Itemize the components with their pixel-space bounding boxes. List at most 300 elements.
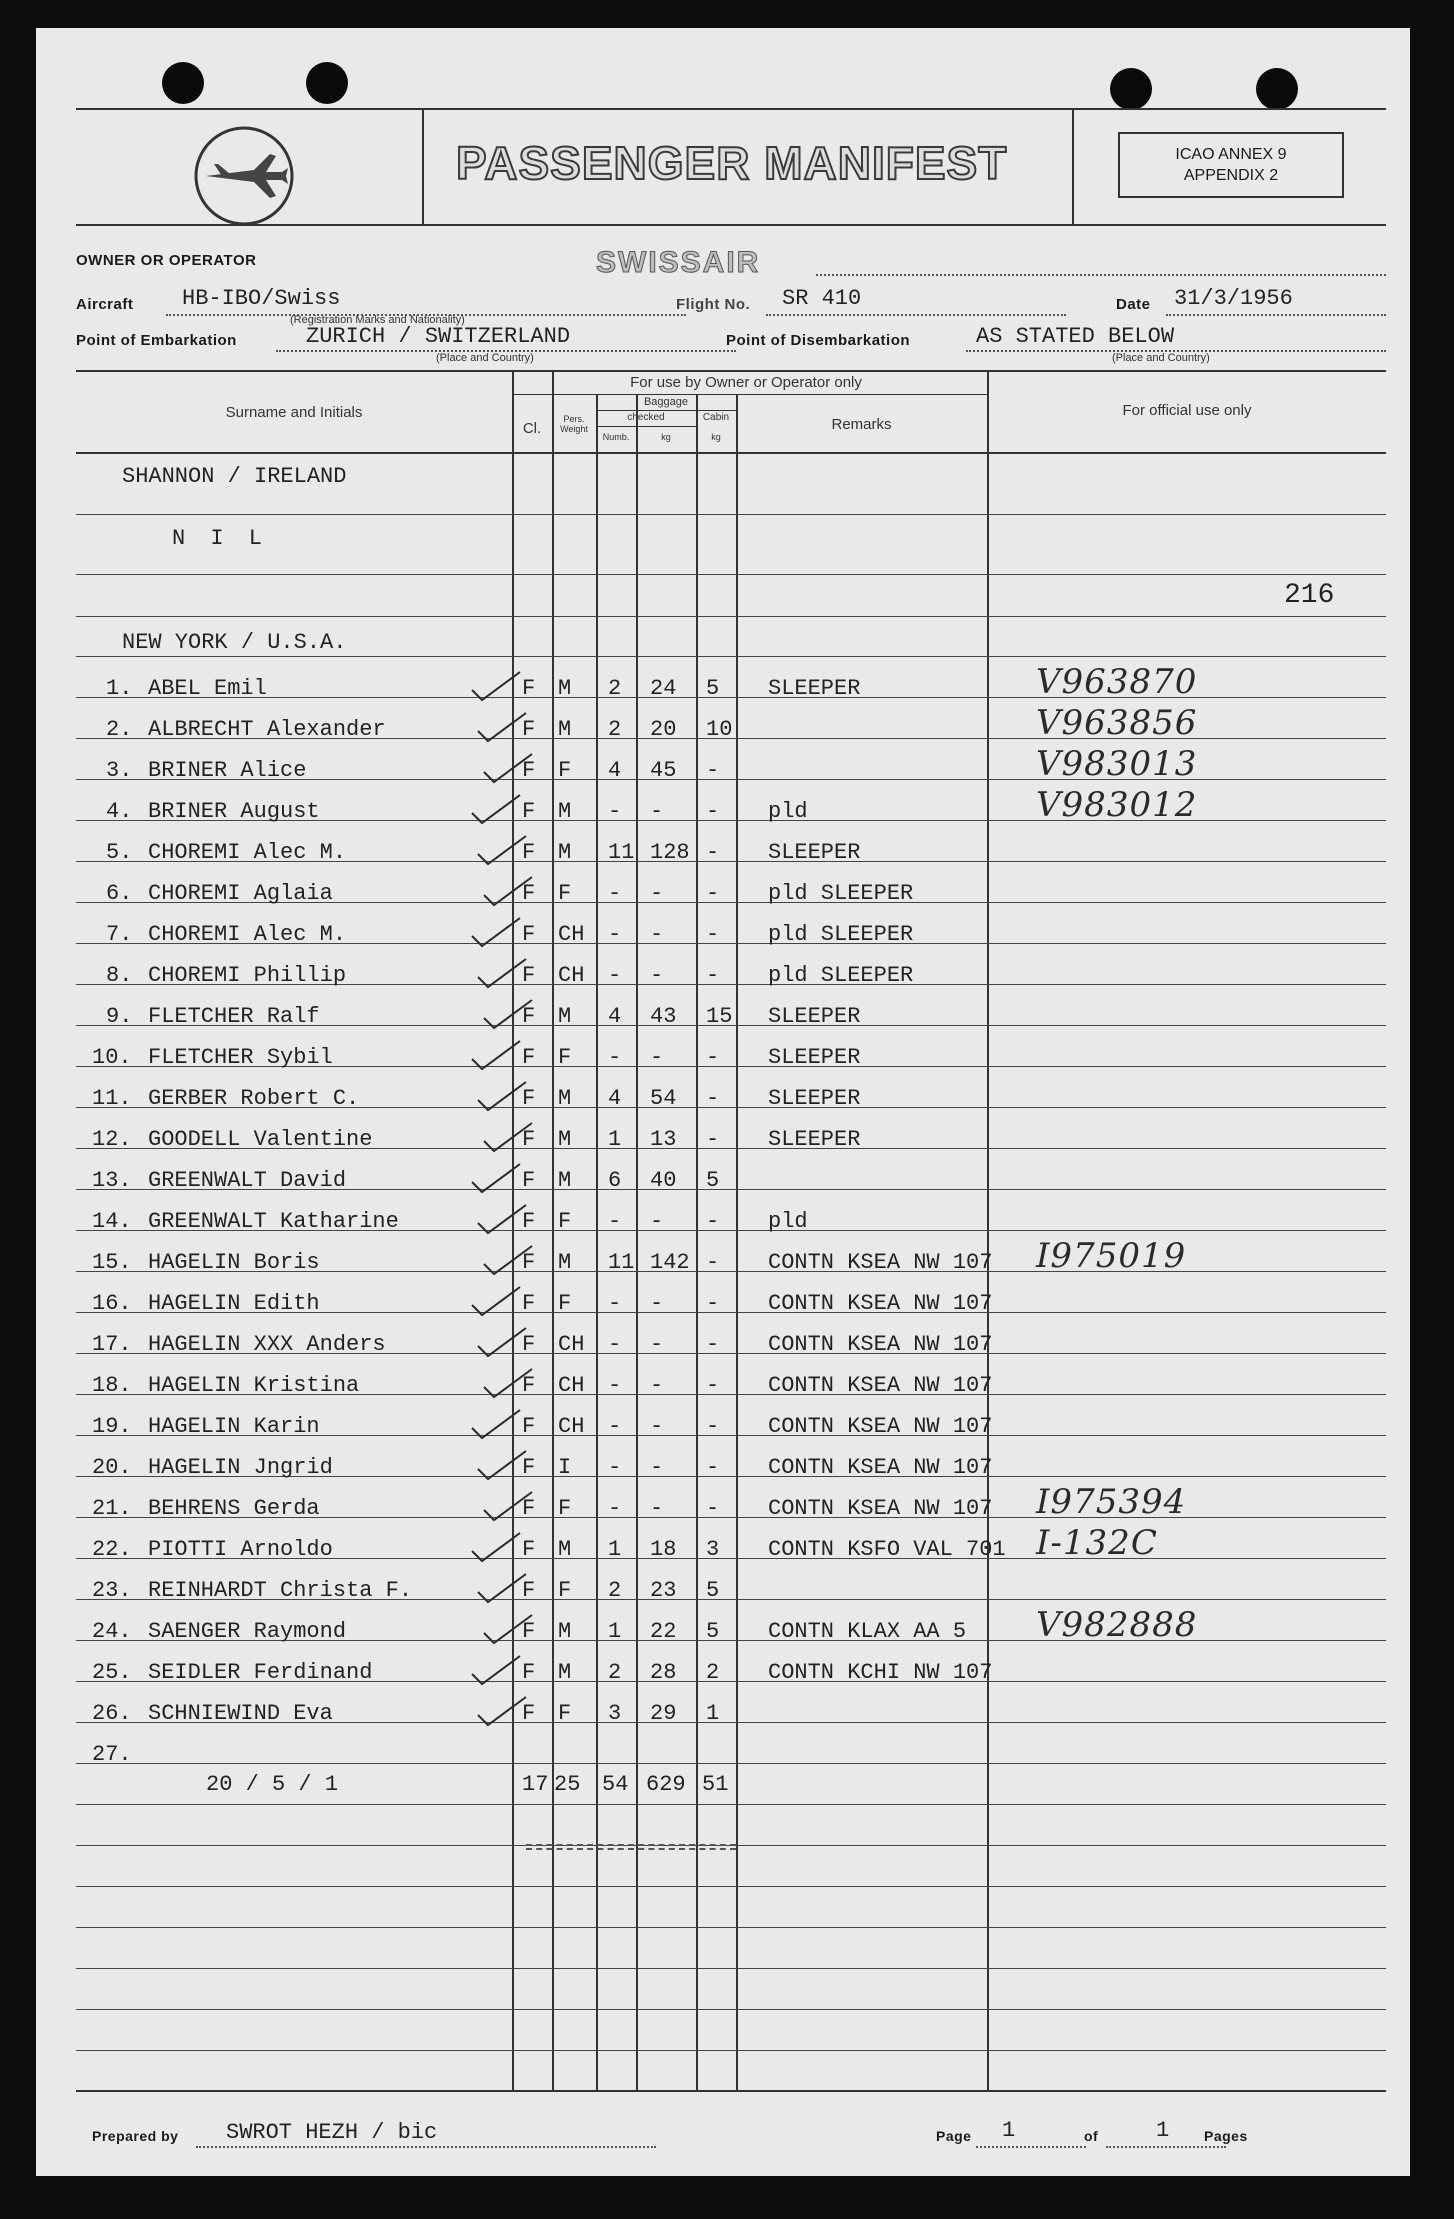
weight-cell: M — [558, 1250, 572, 1275]
weight-cell: M — [558, 1086, 572, 1111]
weight-cell: M — [558, 840, 572, 865]
check-mark-icon — [466, 668, 526, 702]
numb-cell: 1 — [608, 1127, 622, 1152]
weight-cell: M — [558, 1660, 572, 1685]
class-cell: F — [522, 1004, 536, 1029]
cabin-cell: - — [706, 1414, 720, 1439]
class-cell: F — [522, 758, 536, 783]
kg-cell: 24 — [650, 676, 677, 701]
check-mark-icon — [472, 1447, 532, 1481]
section-heading: SHANNON / IRELAND — [122, 464, 347, 489]
ruled-line — [76, 616, 1386, 617]
pages-line — [1106, 2146, 1226, 2148]
cabin-cell: 10 — [706, 717, 733, 742]
kg-cell: 22 — [650, 1619, 677, 1644]
flight-label: Flight No. — [676, 296, 751, 313]
class-cell: F — [522, 717, 536, 742]
of-label: of — [1084, 2128, 1099, 2144]
column-divider — [636, 394, 638, 2090]
kg-cell: - — [650, 1496, 664, 1521]
row-number: 26. — [92, 1701, 132, 1726]
ruled-line — [76, 2050, 1386, 2051]
header-top-rule — [76, 108, 1386, 110]
numb-cell: 2 — [608, 717, 622, 742]
owner-line — [816, 274, 1386, 276]
official-entry: V963870 — [1036, 662, 1198, 702]
baggage-header: Baggage — [643, 396, 689, 408]
passenger-name: CHOREMI Alec M. — [148, 922, 347, 947]
weight-cell: F — [558, 1209, 572, 1234]
class-cell: F — [522, 799, 536, 824]
passenger-row — [36, 1740, 1410, 1774]
kg-cell: 45 — [650, 758, 677, 783]
weight-cell: F — [558, 1045, 572, 1070]
nil-text: N I L — [172, 526, 269, 551]
passenger-row — [36, 1236, 1410, 1282]
numb-cell: - — [608, 1373, 622, 1398]
weight-cell: F — [558, 881, 572, 906]
weight-cell: CH — [558, 1332, 585, 1357]
kg-cell: 128 — [650, 840, 690, 865]
passenger-name: REINHARDT Christa F. — [148, 1578, 413, 1603]
weight-cell: M — [558, 717, 572, 742]
row-number: 1. — [106, 676, 133, 701]
passenger-name: GREENWALT Katharine — [148, 1209, 399, 1234]
owner-use-header: For use by Owner or Operator only — [630, 374, 862, 391]
check-mark-icon — [472, 955, 532, 989]
check-mark-icon — [478, 1119, 538, 1153]
numb-cell: 4 — [608, 758, 622, 783]
passenger-row — [36, 1482, 1410, 1528]
punch-hole — [1110, 68, 1152, 110]
passenger-row — [36, 920, 1410, 954]
numb-header: Numb. — [602, 432, 630, 442]
passenger-name: SEIDLER Ferdinand — [148, 1660, 373, 1685]
remarks-cell: CONTN KCHI NW 107 — [768, 1660, 993, 1685]
cabin-cell: 5 — [706, 1619, 720, 1644]
ruled-line — [76, 656, 1386, 657]
remarks-cell: SLEEPER — [768, 840, 861, 865]
checked-header: checked — [627, 412, 665, 423]
cabin-cell: - — [706, 1291, 720, 1316]
cabin-cell: - — [706, 1086, 720, 1111]
manifest-sheet — [36, 28, 1410, 2176]
class-cell: F — [522, 1537, 536, 1562]
weight-cell: M — [558, 1004, 572, 1029]
check-mark-icon — [472, 709, 532, 743]
check-mark-icon — [478, 1365, 538, 1399]
passenger-name: GOODELL Valentine — [148, 1127, 373, 1152]
kg-header: kg — [661, 432, 671, 442]
passenger-name: HAGELIN Kristina — [148, 1373, 360, 1398]
cabin-cell: - — [706, 881, 720, 906]
disembarkation-value: AS STATED BELOW — [976, 324, 1175, 349]
passenger-row — [36, 1699, 1410, 1733]
weight-cell: CH — [558, 1414, 585, 1439]
ruled-line — [76, 1968, 1386, 1969]
ruled-line — [76, 514, 1386, 515]
passenger-name: PIOTTI Arnoldo — [148, 1537, 333, 1562]
kg-cell: 13 — [650, 1127, 677, 1152]
row-number: 2. — [106, 717, 133, 742]
checked-rule — [596, 426, 696, 427]
row-number: 12. — [92, 1127, 132, 1152]
totals-double-rule — [526, 1848, 736, 1850]
kg-cell: - — [650, 922, 664, 947]
remarks-cell: CONTN KSEA NW 107 — [768, 1496, 993, 1521]
numb-cell: 4 — [608, 1086, 622, 1111]
weight-cell: M — [558, 1537, 572, 1562]
numb-cell: - — [608, 1045, 622, 1070]
class-cell: F — [522, 840, 536, 865]
row-number: 3. — [106, 758, 133, 783]
kg-cell: 23 — [650, 1578, 677, 1603]
baggage-rule — [596, 410, 736, 411]
passenger-row — [36, 1330, 1410, 1364]
passenger-name: SAENGER Raymond — [148, 1619, 347, 1644]
row-number: 9. — [106, 1004, 133, 1029]
class-cell: F — [522, 1373, 536, 1398]
icao-line: APPENDIX 2 — [1183, 167, 1279, 184]
numb-cell: 1 — [608, 1537, 622, 1562]
cabin-cell: - — [706, 1496, 720, 1521]
check-mark-icon — [472, 1324, 532, 1358]
row-number: 4. — [106, 799, 133, 824]
remarks-cell: CONTN KSEA NW 107 — [768, 1373, 993, 1398]
check-mark-icon — [478, 1242, 538, 1276]
check-mark-icon — [472, 1201, 532, 1235]
remarks-cell: CONTN KSEA NW 107 — [768, 1414, 993, 1439]
passenger-row — [36, 1658, 1410, 1692]
numb-cell: - — [608, 799, 622, 824]
remarks-cell: pld — [768, 799, 808, 824]
numb-cell: 1 — [608, 1619, 622, 1644]
disembarkation-label: Point of Disembarkation — [726, 332, 911, 349]
numb-cell: 2 — [608, 1578, 622, 1603]
class-cell: F — [522, 963, 536, 988]
owner-use-rule — [512, 394, 987, 395]
cabin-cell: - — [706, 1250, 720, 1275]
official-entry: I975394 — [1036, 1482, 1187, 1522]
check-mark-icon — [466, 1406, 526, 1440]
place-country-note: (Place and Country) — [1112, 352, 1210, 364]
weight-cell: F — [558, 1701, 572, 1726]
passenger-name: ABEL Emil — [148, 676, 267, 701]
passenger-row — [36, 1084, 1410, 1118]
class-cell: F — [522, 1701, 536, 1726]
weight-cell: M — [558, 1619, 572, 1644]
row-number: 15. — [92, 1250, 132, 1275]
official-entry: V963856 — [1036, 703, 1198, 743]
check-mark-icon — [478, 873, 538, 907]
row-number: 18. — [92, 1373, 132, 1398]
class-cell: F — [522, 1496, 536, 1521]
totals-summary: 20 / 5 / 1 — [206, 1772, 339, 1797]
remarks-cell: SLEEPER — [768, 676, 861, 701]
passenger-row — [36, 1453, 1410, 1487]
weight-cell: CH — [558, 1373, 585, 1398]
class-cell: F — [522, 1332, 536, 1357]
remarks-cell: CONTN KSFO VAL 701 — [768, 1537, 1006, 1562]
check-mark-icon — [472, 1693, 532, 1727]
totals-class: 17 — [522, 1772, 549, 1797]
class-header: Cl. — [522, 420, 542, 437]
cabin-cell: - — [706, 758, 720, 783]
ruled-line — [76, 1886, 1386, 1887]
weight-cell: M — [558, 799, 572, 824]
remarks-cell: CONTN KSEA NW 107 — [768, 1291, 993, 1316]
kg-cell: 43 — [650, 1004, 677, 1029]
check-mark-icon — [472, 832, 532, 866]
page-title: PASSENGER MANIFEST — [456, 137, 1008, 189]
cabin-cell: - — [706, 840, 720, 865]
kg-cell: - — [650, 1414, 664, 1439]
numb-cell: - — [608, 963, 622, 988]
weight-cell: F — [558, 1291, 572, 1316]
weight-cell: I — [558, 1455, 572, 1480]
numb-cell: 11 — [608, 840, 635, 865]
cabin-cell: - — [706, 1373, 720, 1398]
official-entry: V982888 — [1036, 1605, 1198, 1645]
cabin-header: Cabin — [702, 412, 730, 423]
cabin-cell: 5 — [706, 676, 720, 701]
weight-cell: F — [558, 1578, 572, 1603]
row-number: 10. — [92, 1045, 132, 1070]
cabin-cell: - — [706, 1332, 720, 1357]
airplane-logo-icon — [192, 124, 296, 228]
numb-cell: - — [608, 1332, 622, 1357]
class-cell: F — [522, 1127, 536, 1152]
reg-note: (Registration Marks and Nationality) — [290, 314, 465, 326]
passenger-row — [36, 1002, 1410, 1036]
check-mark-icon — [466, 914, 526, 948]
page-label: Page — [936, 2128, 972, 2144]
passenger-row — [36, 1166, 1410, 1200]
section-heading: NEW YORK / U.S.A. — [122, 630, 347, 655]
official-entry: I-132C — [1036, 1523, 1158, 1563]
weight-cell: F — [558, 758, 572, 783]
passenger-name: HAGELIN Edith — [148, 1291, 320, 1316]
check-mark-icon — [466, 1160, 526, 1194]
numb-cell: - — [608, 922, 622, 947]
weight-header: Pers. Weight — [560, 414, 588, 434]
numb-cell: - — [608, 1291, 622, 1316]
remarks-cell: CONTN KSEA NW 107 — [768, 1332, 993, 1357]
passenger-row — [36, 662, 1410, 708]
passenger-row — [36, 1576, 1410, 1610]
remarks-cell: pld — [768, 1209, 808, 1234]
passenger-name: CHOREMI Phillip — [148, 963, 347, 988]
passenger-name: HAGELIN Jngrid — [148, 1455, 333, 1480]
icao-line: ICAO ANNEX 9 — [1175, 146, 1287, 163]
totals-kg: 629 — [646, 1772, 686, 1797]
passenger-row — [36, 703, 1410, 749]
icao-box — [1118, 132, 1344, 198]
class-cell: F — [522, 881, 536, 906]
cabin-cell: - — [706, 799, 720, 824]
numb-cell: - — [608, 881, 622, 906]
passenger-row — [36, 1043, 1410, 1077]
ruled-line — [76, 1927, 1386, 1928]
row-number: 13. — [92, 1168, 132, 1193]
cabin-cell: - — [706, 963, 720, 988]
column-divider — [736, 394, 738, 2090]
check-mark-icon — [478, 750, 538, 784]
flight-value: SR 410 — [782, 286, 862, 311]
kg-cell: 54 — [650, 1086, 677, 1111]
class-cell: F — [522, 1619, 536, 1644]
row-number: 11. — [92, 1086, 132, 1111]
class-cell: F — [522, 1455, 536, 1480]
kg-cell: - — [650, 1291, 664, 1316]
numb-cell: 2 — [608, 676, 622, 701]
remarks-cell: SLEEPER — [768, 1127, 861, 1152]
remarks-cell: CONTN KLAX AA 5 — [768, 1619, 967, 1644]
cabin-cell: - — [706, 922, 720, 947]
check-mark-icon — [466, 1652, 526, 1686]
cabin-cell: 5 — [706, 1578, 720, 1603]
official-entry: V983012 — [1036, 785, 1198, 825]
class-cell: F — [522, 1168, 536, 1193]
kg-cell: - — [650, 963, 664, 988]
check-mark-icon — [466, 1529, 526, 1563]
header-divider — [422, 110, 424, 224]
aircraft-value: HB-IBO/Swiss — [182, 286, 341, 311]
check-mark-icon — [478, 1488, 538, 1522]
kg-cell: 20 — [650, 717, 677, 742]
remarks-cell: SLEEPER — [768, 1086, 861, 1111]
numb-cell: - — [608, 1496, 622, 1521]
ruled-line — [76, 2009, 1386, 2010]
row-number: 27. — [92, 1742, 132, 1767]
cabin-kg-header: kg — [711, 432, 721, 442]
punch-hole — [306, 62, 348, 104]
column-divider — [696, 394, 698, 2090]
row-number: 23. — [92, 1578, 132, 1603]
cabin-cell: - — [706, 1045, 720, 1070]
pages-label: Pages — [1204, 2128, 1248, 2144]
cabin-cell: 3 — [706, 1537, 720, 1562]
class-cell: F — [522, 1578, 536, 1603]
kg-cell: - — [650, 881, 664, 906]
passenger-name: HAGELIN Karin — [148, 1414, 320, 1439]
class-cell: F — [522, 1209, 536, 1234]
totals-double-rule — [526, 1844, 736, 1846]
passenger-name: BRINER August — [148, 799, 320, 824]
row-number: 16. — [92, 1291, 132, 1316]
row-number: 7. — [106, 922, 133, 947]
passenger-name: SCHNIEWIND Eva — [148, 1701, 333, 1726]
passenger-name: FLETCHER Sybil — [148, 1045, 333, 1070]
totals-cabin: 51 — [702, 1772, 729, 1797]
class-cell: F — [522, 1291, 536, 1316]
remarks-cell: CONTN KSEA NW 107 — [768, 1455, 993, 1480]
passenger-name: HAGELIN XXX Anders — [148, 1332, 386, 1357]
row-number: 8. — [106, 963, 133, 988]
remarks-cell: CONTN KSEA NW 107 — [768, 1250, 993, 1275]
row-number: 21. — [92, 1496, 132, 1521]
passenger-row — [36, 785, 1410, 831]
kg-cell: - — [650, 1045, 664, 1070]
passenger-row — [36, 838, 1410, 872]
cabin-cell: 5 — [706, 1168, 720, 1193]
row-number: 22. — [92, 1537, 132, 1562]
passenger-name: HAGELIN Boris — [148, 1250, 320, 1275]
row-number: 6. — [106, 881, 133, 906]
class-cell: F — [522, 676, 536, 701]
passenger-name: CHOREMI Aglaia — [148, 881, 333, 906]
numb-cell: 3 — [608, 1701, 622, 1726]
kg-cell: 28 — [650, 1660, 677, 1685]
weight-cell: F — [558, 1496, 572, 1521]
date-label: Date — [1116, 296, 1151, 313]
class-cell: F — [522, 1414, 536, 1439]
passenger-row — [36, 1523, 1410, 1569]
embarkation-value: ZURICH / SWITZERLAND — [306, 324, 571, 349]
weight-cell: M — [558, 1127, 572, 1152]
passenger-row — [36, 1412, 1410, 1446]
passenger-name: BEHRENS Gerda — [148, 1496, 320, 1521]
passenger-row — [36, 879, 1410, 913]
weight-cell: M — [558, 676, 572, 701]
class-cell: F — [522, 1660, 536, 1685]
passenger-name: GREENWALT David — [148, 1168, 347, 1193]
flight-line — [766, 314, 1066, 316]
passenger-row — [36, 1289, 1410, 1323]
punch-hole — [162, 62, 204, 104]
passenger-count: 216 — [1284, 580, 1335, 611]
table-top-rule — [76, 370, 1386, 372]
check-mark-icon — [466, 791, 526, 825]
table-bottom-rule — [76, 2090, 1386, 2092]
weight-cell: CH — [558, 922, 585, 947]
prepared-label: Prepared by — [92, 2128, 179, 2144]
ruled-line — [76, 1804, 1386, 1805]
embarkation-label: Point of Embarkation — [76, 332, 237, 349]
kg-cell: - — [650, 1455, 664, 1480]
passenger-name: FLETCHER Ralf — [148, 1004, 320, 1029]
remarks-cell: pld SLEEPER — [768, 881, 914, 906]
check-mark-icon — [472, 1570, 532, 1604]
row-number: 19. — [92, 1414, 132, 1439]
passenger-row — [36, 1207, 1410, 1241]
operator-name: SWISSAIR — [596, 246, 761, 279]
prepared-value: SWROT HEZH / bic — [226, 2120, 438, 2145]
numb-cell: 2 — [608, 1660, 622, 1685]
passenger-row — [36, 1125, 1410, 1159]
page-number: 1 — [1002, 2118, 1016, 2143]
weight-cell: CH — [558, 963, 585, 988]
passenger-name: BRINER Alice — [148, 758, 307, 783]
remarks-cell: pld SLEEPER — [768, 963, 914, 988]
kg-cell: - — [650, 1209, 664, 1234]
passenger-row — [36, 744, 1410, 790]
row-number: 14. — [92, 1209, 132, 1234]
prepared-line — [196, 2146, 656, 2148]
place-country-note: (Place and Country) — [436, 352, 534, 364]
official-entry: V983013 — [1036, 744, 1198, 784]
page-total: 1 — [1156, 2118, 1170, 2143]
passenger-row — [36, 1605, 1410, 1651]
passenger-name: ALBRECHT Alexander — [148, 717, 386, 742]
passenger-name: CHOREMI Alec M. — [148, 840, 347, 865]
numb-cell: - — [608, 1209, 622, 1234]
kg-cell: 18 — [650, 1537, 677, 1562]
aircraft-label: Aircraft — [76, 296, 134, 313]
header-divider — [1072, 110, 1074, 224]
cabin-cell: - — [706, 1455, 720, 1480]
row-number: 24. — [92, 1619, 132, 1644]
